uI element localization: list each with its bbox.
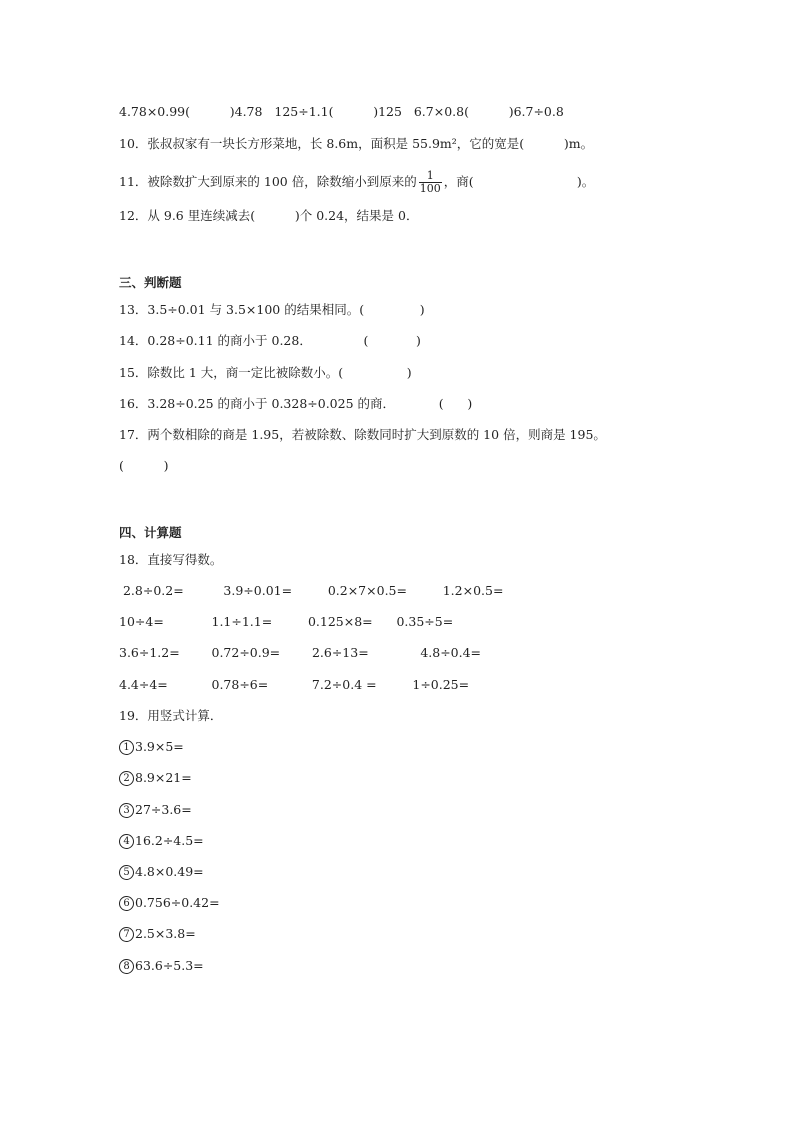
question-10: 10．张叔叔家有一块长方形菜地，长 8.6m，面积是 55.9m²，它的宽是( )m。 bbox=[119, 136, 594, 151]
section-4-title: 四、计算题 bbox=[119, 525, 182, 540]
fraction-one-hundredth bbox=[419, 170, 442, 195]
question-11-answer: ，商( )。 bbox=[443, 174, 595, 189]
question-13: 13．3.5÷0.01 与 3.5×100 的结果相同。( ) bbox=[119, 302, 425, 317]
fraction-denominator: 100 bbox=[419, 182, 441, 195]
question-16: 16．3.28÷0.25 的商小于 0.328÷0.025 的商． ( ) bbox=[119, 396, 473, 411]
circled-number: 5 bbox=[119, 865, 134, 880]
vertical-calc-item bbox=[119, 739, 184, 755]
mental-math-row: 2.8÷0.2= 3.9÷0.01= 0.2×7×0.5= 1.2×0.5= bbox=[119, 583, 504, 598]
calc-expression: 16.2÷4.5= bbox=[135, 833, 204, 848]
circled-number: 4 bbox=[119, 834, 134, 849]
circled-number: 8 bbox=[119, 959, 134, 974]
question-19: 19．用竖式计算． bbox=[119, 708, 223, 723]
vertical-calc-item bbox=[119, 958, 204, 974]
question-11 bbox=[119, 170, 594, 195]
vertical-calc-item bbox=[119, 770, 192, 786]
calc-expression: 63.6÷5.3= bbox=[135, 958, 204, 973]
circled-number: 2 bbox=[119, 771, 134, 786]
question-15: 15．除数比 1 大，商一定比被除数小。( ) bbox=[119, 365, 412, 380]
fraction-numerator: 1 bbox=[419, 170, 442, 183]
vertical-calc-item bbox=[119, 802, 192, 818]
circled-number: 1 bbox=[119, 740, 134, 755]
calc-expression: 4.8×0.49= bbox=[135, 864, 204, 879]
mental-math-row: 10÷4= 1.1÷1.1= 0.125×8= 0.35÷5= bbox=[119, 614, 454, 629]
question-14: 14．0.28÷0.11 的商小于 0.28． ( ) bbox=[119, 333, 421, 348]
vertical-calc-item bbox=[119, 926, 196, 942]
question-9-comparisons: 4.78×0.99( )4.78 125÷1.1( )125 6.7×0.8( )6.7÷0.8 bbox=[119, 104, 564, 119]
question-11-text: 11．被除数扩大到原来的 100 倍，除数缩小到原来的 bbox=[119, 174, 417, 189]
calc-expression: 27÷3.6= bbox=[135, 802, 192, 817]
calc-expression: 2.5×3.8= bbox=[135, 926, 196, 941]
circled-number: 7 bbox=[119, 927, 134, 942]
section-3-title: 三、判断题 bbox=[119, 275, 182, 290]
calc-expression: 8.9×21= bbox=[135, 770, 192, 785]
question-12: 12．从 9.6 里连续减去( )个 0.24，结果是 0． bbox=[119, 208, 419, 223]
vertical-calc-item bbox=[119, 895, 220, 911]
question-17: 17．两个数相除的商是 1.95，若被除数、除数同时扩大到原数的 10 倍，则商是 195。 bbox=[119, 427, 606, 442]
calc-expression: 0.756÷0.42= bbox=[135, 895, 220, 910]
mental-math-row: 3.6÷1.2= 0.72÷0.9= 2.6÷13= 4.8÷0.4= bbox=[119, 645, 482, 660]
question-17-blank: ( ) bbox=[119, 458, 169, 473]
circled-number: 3 bbox=[119, 803, 134, 818]
mental-math-row: 4.4÷4= 0.78÷6= 7.2÷0.4 = 1÷0.25= bbox=[119, 677, 470, 692]
circled-number: 6 bbox=[119, 896, 134, 911]
vertical-calc-item bbox=[119, 864, 204, 880]
calc-expression: 3.9×5= bbox=[135, 739, 184, 754]
vertical-calc-item bbox=[119, 833, 204, 849]
question-18: 18．直接写得数。 bbox=[119, 552, 223, 567]
